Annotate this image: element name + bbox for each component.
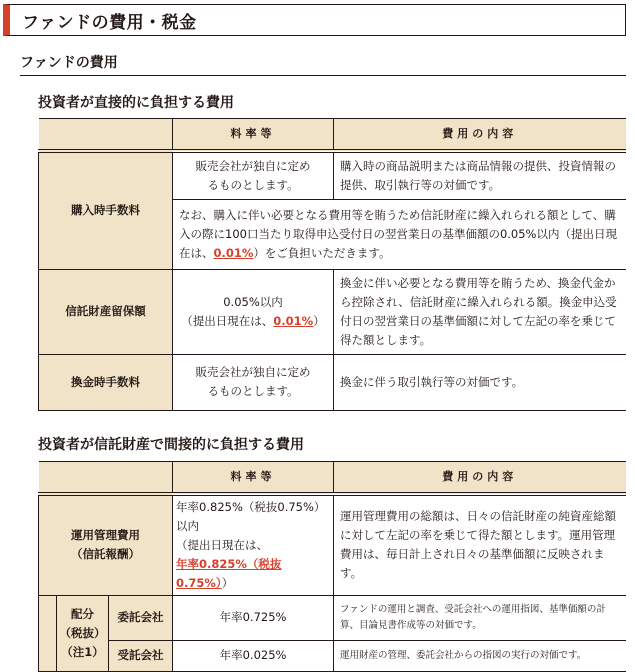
header-rate: 料率等 [173,119,334,151]
allocation-party-trustor: 委託会社 [109,595,173,640]
redemption-fee-label: 換金時手数料 [39,354,173,410]
management-fee-description: 運用管理費用の総額は、日々の信託財産の純資産総額に対して左記の率を乗じて得た額とします。運用管理費用は、毎日計上され日々の基準価額に反映されます。 [334,494,626,596]
indirect-costs-table [38,461,626,672]
allocation-label-line3: （注1） [61,644,104,659]
allocation-description-trustor: ファンドの運用と調査、受託会社への運用指図、基準価額の計算、目論見書作成等の対価です。 [334,595,626,640]
table-header-row [39,119,626,151]
retention-description: 換金に伴い必要となる費用等を賄うため、換金代金から控除され、信託財産に繰入れられる額。換金申込受付日の翌営業日の基準価額に対して左記の率を乗じて得た額とします。 [334,269,626,354]
retention-rate-line1: 0.05%以内 [223,294,283,309]
purchase-fee-label: 購入時手数料 [39,151,173,270]
management-fee-rate-line2: （提出日現在は、 [176,537,269,552]
header-blank [39,119,173,151]
purchase-fee-note [173,199,626,269]
allocation-rate-trustor: 年率0.725% [173,595,334,640]
allocation-rate-trustee: 年率0.025% [173,640,334,671]
table-row-management-fee [39,494,626,596]
table-row-retention [39,269,626,354]
allocation-description-trustee: 運用財産の管理、委託会社からの指図の実行の対価です。 [334,640,626,671]
purchase-fee-note-rate: 0.01% [213,245,254,260]
management-fee-rate-line3 [176,555,330,593]
table-row-purchase-fee [39,151,626,200]
purchase-fee-note-text: なお、購入に伴い必要となる費用等を賄うため信託財産に繰入れられる額として、購入の際に100口当たり取得申込受付日の翌営業日の基準価額の0.05%以内（提出日現在は、 [179,207,617,260]
table-header-row [39,462,626,494]
retention-label: 信託財産留保額 [39,269,173,354]
retention-rate-line2 [173,312,333,331]
management-fee-rate [173,494,334,596]
header-blank [39,462,173,494]
retention-rate-prefix: （提出日現在は、 [181,313,274,328]
allocation-party-trustee: 受託会社 [109,640,173,671]
header-rate: 料率等 [173,462,334,494]
header-description: 費用の内容 [334,119,626,151]
allocation-label-line2: （税抜） [59,625,106,640]
management-fee-label-line1: 運用管理費用 [71,528,141,542]
allocation-label-line1: 配分 [71,606,94,621]
table-row-allocation-trustee [39,640,626,671]
purchase-fee-description: 購入時の商品説明または商品情報の提供、投資情報の提供、取引執行等の対価です。 [334,151,626,200]
page-title-frame [325,4,626,36]
retention-rate-suffix: ） [313,313,325,328]
retention-rate [173,269,334,354]
indirect-costs-heading: 投資者が信託財産で間接的に負担する費用 [38,437,304,453]
section-title: ファンドの費用 [20,50,626,76]
redemption-fee-description: 換金に伴う取引執行等の対価です。 [334,354,626,410]
header-description: 費用の内容 [334,462,626,494]
management-fee-rate-line1: 年率0.825%（税抜0.75%）以内 [176,499,326,533]
purchase-fee-note-suffix: ）をご負担いただきます。 [253,245,391,260]
purchase-fee-rate: 販売会社が独自に定めるものとします。 [173,151,334,200]
page-title: ファンドの費用・税金 [3,4,325,36]
management-fee-label-line2: （信託報酬） [71,547,141,561]
table-row-allocation-trustor [39,595,626,640]
management-fee-rate-value: 年率0.825%（税抜0.75%） [176,556,282,590]
direct-costs-table [38,118,626,411]
management-fee-rate-suffix: ） [221,575,234,590]
retention-rate-value: 0.01% [273,313,314,328]
direct-costs-heading: 投資者が直接的に負担する費用 [38,95,234,111]
redemption-fee-rate: 販売会社が独自に定めるものとします。 [173,354,334,410]
table-row-redemption-fee [39,354,626,410]
allocation-indent [39,595,57,671]
allocation-label [57,595,109,671]
management-fee-label [39,494,173,596]
